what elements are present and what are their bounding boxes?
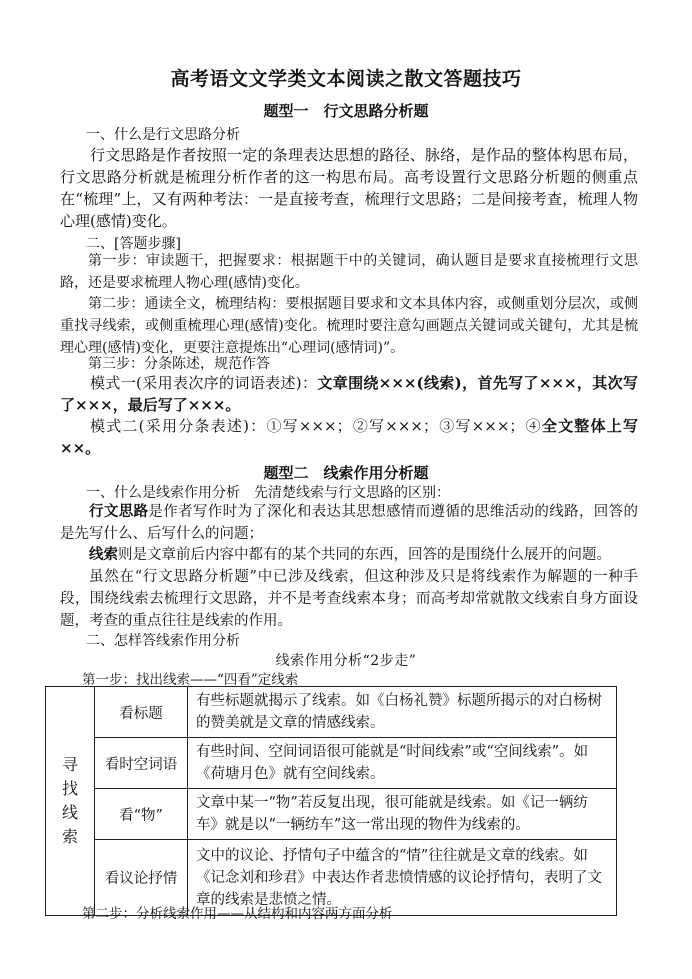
row-desc: 文章中某一“物”若反复出现，很可能就是线索。如《记一辆纺车》就是以“一辆纺车”这一常出现的物件为线索的。 bbox=[188, 789, 617, 840]
p1-rest: 是作者写作时为了深化和表达其思想感情而遵循的思维活动的线路，回答的是先写什么、后写什么的问题； bbox=[60, 504, 638, 542]
type2-section2-heading: 二、怎样答线索作用分析 bbox=[86, 633, 240, 649]
type1-mode1 bbox=[60, 372, 638, 416]
row-label: 看时空词语 bbox=[95, 738, 188, 789]
row-label: 看议论抒情 bbox=[95, 840, 188, 916]
type2-para3: 虽然在“行文思路分析题”中已涉及线索，但这种涉及只是将线索作为解题的一种手段，围绕线索去梳理行文思路，并不是考查线索本身；而高考却常就散文线索自身方面设题，考查的重点往往是线索的作用。 bbox=[60, 569, 638, 629]
row-desc: 有些标题就揭示了线索。如《白杨礼赞》标题所揭示的对白杨树的赞美就是文章的情感线索。 bbox=[188, 687, 617, 738]
type1-mode2 bbox=[60, 415, 638, 459]
table-caption: 线索作用分析“2步走” bbox=[275, 653, 417, 669]
row-desc: 有些时间、空间词语很可能就是“时间线索”或“空间线索”。如《荷塘月色》就有空间线索。 bbox=[188, 738, 617, 789]
row-desc: 文中的议论、抒情句子中蕴含的“情”往往就是文章的线索。如《记念刘和珍君》中表达作者悲愤情感的议论抒情句，表明了文章的线索是悲愤之情。 bbox=[188, 840, 617, 916]
document-title: 高考语文文学类文本阅读之散文答题技巧 bbox=[170, 68, 522, 90]
mode2-prefix: 模式二(采用分条表述)：①写×××；②写×××；③写×××；④ bbox=[90, 417, 542, 435]
step2-label: 第二步：分析线索作用——从结构和内容两方面分析 bbox=[82, 906, 393, 922]
clue-table bbox=[45, 686, 617, 916]
side-label: 寻找线索 bbox=[62, 755, 79, 846]
step1-label: 第一步：找出线索——“四看”定线索 bbox=[82, 672, 299, 688]
type2-section1-heading: 一、什么是线索作用分析 先清楚线索与行文思路的区别： bbox=[86, 485, 450, 501]
table-row bbox=[46, 738, 617, 789]
type1-step1: 第一步：审读题干，把握要求：根据题干中的关键词，确认题目是要求直接梳理行文思路，还是要求梳理人物心理(感情)变化。 bbox=[60, 253, 638, 291]
row-label: 看标题 bbox=[95, 687, 188, 738]
mode1-prefix: 模式一(采用表次序的词语表述)： bbox=[90, 374, 318, 392]
mode1-bold: 文章围绕×××(线索)，首先写了×××，其次写了×××，最后写了×××。 bbox=[60, 374, 638, 414]
type1-section2-heading: 二、[答题步骤] bbox=[86, 236, 181, 252]
type1-section1-text: 行文思路是作者按照一定的条理表达思想的路径、脉络，是作品的整体构思布局，行文思路分析就是梳理分析作者的这一构思布局。高考设置行文思路分析题的侧重点在“梳理”上，又有两种考法：一是直接考查，梳理行文思路；二是间接考查，梳理人物心理(感情)变化。 bbox=[60, 146, 638, 230]
type2-para1 bbox=[60, 501, 638, 545]
type2-para2 bbox=[60, 544, 638, 566]
type1-heading: 题型一 行文思路分析题 bbox=[263, 102, 429, 120]
p2-bold: 线索 bbox=[89, 546, 118, 563]
type2-heading: 题型二 线索作用分析题 bbox=[263, 464, 429, 482]
side-label-cell bbox=[46, 687, 95, 916]
p1-bold: 行文思路 bbox=[89, 503, 149, 520]
type1-step3: 第三步：分条陈述，规范作答 bbox=[88, 356, 270, 372]
table-row bbox=[46, 789, 617, 840]
mode2-bold: 全文整体上写××。 bbox=[60, 417, 638, 457]
row-label: 看“物” bbox=[95, 789, 188, 840]
type1-step2: 第二步：通读全文，梳理结构：要根据题目要求和文本具体内容，或侧重划分层次，或侧重找寻线索，或侧重梳理心理(感情)变化。梳理时要注意勾画题点关键词或关键句，尤其是梳理心理(感情)变化，更要注意提炼出“心理词(感情词)”。 bbox=[60, 296, 638, 356]
table-row bbox=[46, 687, 617, 738]
p2-rest: 则是文章前后内容中都有的某个共同的东西，回答的是围绕什么展开的问题。 bbox=[118, 547, 611, 563]
type1-section1-heading: 一、什么是行文思路分析 bbox=[86, 127, 240, 143]
